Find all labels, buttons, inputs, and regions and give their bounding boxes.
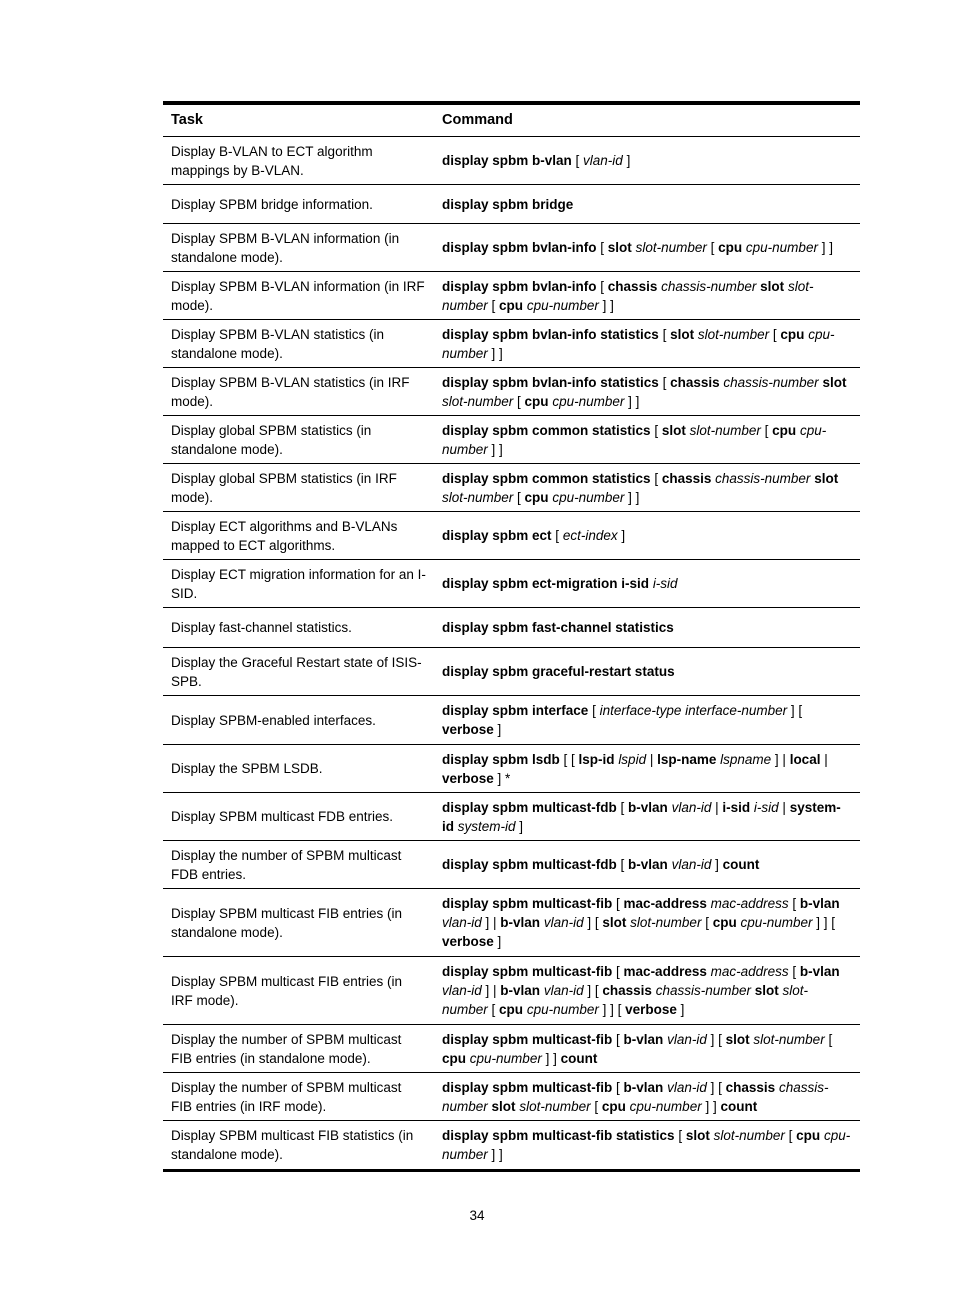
command-cell: [434, 745, 860, 793]
header-command: Command: [442, 112, 513, 128]
command-argument: chassis-number: [715, 470, 811, 486]
command-cell: [434, 957, 860, 1025]
command-cell: [434, 841, 860, 889]
command-argument: mac-address: [710, 964, 789, 979]
command-argument: slot-number: [442, 393, 514, 409]
command-syntax: [: [513, 393, 525, 409]
task-cell: Display SPBM multicast FIB entries (in standalone mode).: [171, 905, 403, 940]
task-cell: Display SPBM-enabled interfaces.: [171, 712, 376, 728]
table-row: [163, 224, 860, 272]
command-syntax: ] ]: [817, 240, 833, 255]
command-keyword: chassis: [670, 374, 720, 390]
table-row: [163, 608, 860, 648]
command-keyword: cpu: [499, 297, 524, 313]
command-cell: [434, 416, 860, 464]
command-argument: cpu-number: [442, 1128, 851, 1162]
command-syntax: |: [711, 799, 723, 815]
task-cell: Display B-VLAN to ECT algorithm mappings by B-VLAN.: [171, 143, 373, 178]
command-argument: slot-number: [635, 240, 707, 255]
command-keyword: count: [722, 857, 760, 872]
command-keyword: slot: [814, 470, 839, 486]
command-keyword: slot: [754, 983, 779, 998]
command-cell: [434, 464, 860, 512]
command-argument: cpu-number: [442, 326, 835, 361]
command-argument: vlan-id: [543, 915, 584, 930]
command-table: [163, 101, 860, 1172]
command-cell: [434, 185, 860, 224]
command-keyword: display spbm b-vlan: [442, 153, 572, 168]
command-argument: cpu-number: [442, 422, 827, 457]
command-syntax: ] ]: [487, 345, 503, 361]
command-syntax: ] |: [481, 915, 501, 930]
command-keyword: slot: [822, 374, 847, 390]
command-keyword: display spbm multicast-fib: [442, 1079, 613, 1095]
page-number: 34: [469, 1208, 485, 1223]
command-syntax: ] |: [771, 751, 790, 767]
command-argument: interface-type interface-number: [599, 703, 788, 718]
command-argument: system-id: [457, 818, 516, 834]
command-keyword: slot: [602, 915, 627, 930]
command-argument: vlan-id: [442, 915, 482, 930]
command-syntax: [: [612, 896, 624, 911]
task-cell: Display SPBM B-VLAN statistics (in standalone mode).: [171, 326, 385, 361]
command-argument: i-sid: [652, 576, 678, 591]
command-syntax: |: [646, 751, 658, 767]
command-argument: cpu-number: [552, 489, 625, 505]
command-keyword: display spbm common statistics: [442, 470, 651, 486]
table-row: [163, 368, 860, 416]
command-keyword: slot: [491, 1098, 516, 1114]
table-row: [163, 320, 860, 368]
command-argument: slot-number: [697, 326, 770, 342]
command-cell: [434, 272, 860, 320]
task-cell: Display the Graceful Restart state of ISIS-SPB.: [171, 654, 422, 689]
command-syntax: ] ]: [598, 297, 614, 313]
table-row: [163, 137, 860, 185]
command-keyword: slot: [661, 422, 686, 438]
command-keyword: b-vlan: [799, 964, 840, 979]
command-keyword: cpu: [442, 1050, 467, 1066]
command-argument: chassis-number: [655, 983, 751, 998]
command-syntax: [: [784, 1128, 797, 1143]
command-keyword: display spbm multicast-fdb: [442, 857, 617, 872]
command-keyword: lsp-name: [657, 751, 717, 767]
task-cell: Display SPBM multicast FIB statistics (in standalone mode).: [171, 1128, 414, 1162]
command-syntax: ] ]: [487, 1147, 503, 1162]
command-argument: lspname: [720, 751, 772, 767]
command-argument: ect-index: [562, 528, 618, 543]
command-cell: [434, 1121, 860, 1171]
table-row: [163, 889, 860, 957]
task-cell: Display SPBM bridge information.: [171, 196, 373, 212]
table-row: [163, 464, 860, 512]
table-row: [163, 793, 860, 841]
command-argument: slot-number: [519, 1098, 591, 1114]
table-row: [163, 1025, 860, 1073]
command-argument: vlan-id: [442, 983, 482, 998]
command-keyword: cpu: [601, 1098, 626, 1114]
command-keyword: slot: [725, 1031, 750, 1047]
command-syntax: [: [824, 1031, 833, 1047]
command-syntax: [: [701, 915, 713, 930]
command-argument: slot-number: [442, 278, 814, 313]
command-syntax: ] [: [706, 1031, 726, 1047]
command-syntax: [: [788, 964, 800, 979]
command-keyword: i-sid: [722, 799, 751, 815]
command-syntax: ] ]: [541, 1050, 561, 1066]
command-syntax: ] ] [: [598, 1002, 626, 1017]
command-keyword: display spbm bvlan-info: [442, 278, 597, 294]
task-cell: Display SPBM B-VLAN information (in standalone mode).: [171, 230, 400, 265]
command-cell: [434, 1073, 860, 1121]
command-keyword: local: [789, 751, 821, 767]
command-syntax: [: [487, 297, 500, 313]
command-keyword: b-vlan: [623, 1031, 664, 1047]
table-row: [163, 841, 860, 889]
command-syntax: [: [612, 1079, 624, 1095]
task-cell: Display SPBM multicast FDB entries.: [171, 809, 394, 824]
command-cell: [434, 889, 860, 957]
command-keyword: display spbm ect: [442, 528, 552, 543]
command-keyword: slot: [607, 240, 632, 255]
command-keyword: verbose: [442, 934, 494, 949]
command-argument: i-sid: [753, 799, 779, 815]
command-syntax: ] |: [481, 983, 501, 998]
command-keyword: b-vlan: [500, 983, 541, 998]
command-syntax: ] [: [706, 1079, 726, 1095]
command-cell: [434, 648, 860, 696]
table-row: [163, 648, 860, 696]
command-keyword: count: [560, 1050, 598, 1066]
command-syntax: [: [513, 489, 525, 505]
command-syntax: [: [674, 1128, 686, 1143]
header-task: Task: [171, 112, 203, 128]
command-cell: [434, 608, 860, 648]
command-keyword: display spbm bridge: [442, 196, 574, 212]
command-syntax: [: [769, 326, 781, 342]
command-cell: [434, 512, 860, 560]
command-argument: slot-number: [689, 422, 761, 438]
command-keyword: verbose: [442, 722, 494, 737]
command-keyword: b-vlan: [628, 857, 668, 872]
command-keyword: display spbm lsdb: [442, 751, 560, 767]
table-body: [163, 137, 860, 1171]
command-keyword: display spbm multicast-fib: [442, 1031, 613, 1047]
command-keyword: mac-address: [623, 896, 707, 911]
command-syntax: ] ]: [624, 393, 640, 409]
command-argument: mac-address: [710, 896, 789, 911]
command-cell: [434, 793, 860, 841]
task-cell: Display ECT migration information for an I-SID.: [171, 566, 426, 601]
command-keyword: cpu: [718, 240, 743, 255]
command-keyword: slot: [670, 326, 695, 342]
command-argument: cpu-number: [526, 1002, 599, 1017]
command-keyword: lsp-id: [578, 751, 615, 767]
command-keyword: verbose: [442, 770, 494, 786]
command-syntax: [: [760, 422, 773, 438]
command-syntax: ] ]: [487, 441, 503, 457]
command-cell: [434, 137, 860, 185]
command-keyword: cpu: [780, 326, 805, 342]
command-argument: cpu-number: [745, 240, 818, 255]
command-argument: lspid: [618, 751, 647, 767]
command-syntax: [: [616, 799, 629, 815]
table-row: [163, 512, 860, 560]
command-syntax: [: [487, 1002, 500, 1017]
command-keyword: count: [720, 1098, 758, 1114]
command-keyword: cpu: [712, 915, 737, 930]
command-argument: cpu-number: [526, 297, 599, 313]
command-keyword: display spbm multicast-fib: [442, 964, 613, 979]
command-syntax: ] ]: [624, 489, 640, 505]
table-row: [163, 1121, 860, 1171]
command-keyword: display spbm bvlan-info: [442, 240, 597, 255]
command-syntax: ] ]: [701, 1098, 721, 1114]
command-keyword: cpu: [524, 489, 549, 505]
command-syntax: ]: [711, 857, 723, 872]
command-syntax: [: [706, 240, 719, 255]
command-syntax: ] [: [583, 983, 603, 998]
command-argument: cpu-number: [552, 393, 625, 409]
command-keyword: chassis: [607, 278, 658, 294]
command-keyword: chassis: [661, 470, 712, 486]
task-cell: Display the number of SPBM multicast FDB entries.: [171, 847, 402, 882]
command-keyword: cpu: [772, 422, 797, 438]
table-row: [163, 272, 860, 320]
command-keyword: b-vlan: [500, 915, 541, 930]
command-syntax: [: [650, 422, 662, 438]
command-syntax: [: [658, 374, 671, 390]
command-keyword: display spbm bvlan-info statistics: [442, 326, 659, 342]
table-row: [163, 957, 860, 1025]
command-cell: [434, 224, 860, 272]
task-cell: Display fast-channel statistics.: [171, 620, 352, 635]
task-cell: Display global SPBM statistics (in standalone mode).: [171, 422, 372, 457]
command-keyword: display spbm common statistics: [442, 422, 651, 438]
task-cell: Display SPBM B-VLAN statistics (in IRF mode).: [171, 374, 410, 409]
command-keyword: display spbm multicast-fib: [442, 896, 613, 911]
command-keyword: chassis: [602, 983, 652, 998]
command-syntax: [ [: [559, 751, 579, 767]
command-keyword: b-vlan: [628, 799, 668, 815]
command-cell: [434, 1025, 860, 1073]
command-syntax: [: [612, 1031, 624, 1047]
command-keyword: cpu: [499, 1002, 524, 1017]
command-keyword: display spbm ect-migration i-sid: [442, 576, 650, 591]
command-argument: slot-number: [442, 489, 514, 505]
command-keyword: system-id: [442, 799, 841, 834]
command-syntax: ]: [617, 528, 626, 543]
table-row: [163, 696, 860, 745]
command-keyword: cpu: [796, 1128, 821, 1143]
command-syntax: ] ] [: [812, 915, 836, 930]
table-row: [163, 1073, 860, 1121]
command-argument: vlan-id: [671, 799, 712, 815]
table-header-row: [163, 103, 860, 137]
command-argument: vlan-id: [667, 1031, 707, 1047]
table-row: [163, 745, 860, 793]
command-syntax: ]: [515, 818, 524, 834]
command-keyword: display spbm graceful-restart status: [442, 664, 675, 679]
command-syntax: ]: [493, 934, 502, 949]
command-keyword: cpu: [524, 393, 549, 409]
command-syntax: [: [650, 470, 662, 486]
task-cell: Display the number of SPBM multicast FIB entries (in standalone mode).: [171, 1031, 402, 1066]
command-argument: cpu-number: [740, 915, 813, 930]
task-cell: Display global SPBM statistics (in IRF mode).: [171, 470, 397, 505]
command-cell: [434, 696, 860, 745]
command-syntax: [: [658, 326, 671, 342]
command-cell: [434, 368, 860, 416]
command-keyword: display spbm interface: [442, 703, 589, 718]
table-row: [163, 560, 860, 608]
command-syntax: [: [571, 153, 584, 168]
task-cell: Display the number of SPBM multicast FIB entries (in IRF mode).: [171, 1079, 402, 1114]
command-syntax: [: [596, 240, 608, 255]
command-keyword: b-vlan: [623, 1079, 664, 1095]
command-syntax: ] *: [493, 770, 511, 786]
command-syntax: ]: [676, 1002, 685, 1017]
command-argument: vlan-id: [671, 857, 712, 872]
command-argument: vlan-id: [543, 983, 584, 998]
command-argument: slot-number: [442, 983, 809, 1017]
command-argument: vlan-id: [583, 153, 623, 168]
task-cell: Display SPBM B-VLAN information (in IRF mode).: [171, 278, 425, 313]
command-syntax: [: [590, 1098, 602, 1114]
command-argument: slot-number: [753, 1031, 825, 1047]
command-syntax: [: [788, 896, 800, 911]
command-cell: [434, 560, 860, 608]
table-row: [163, 185, 860, 224]
table-row: [163, 416, 860, 464]
command-keyword: mac-address: [623, 964, 707, 979]
task-cell: Display the SPBM LSDB.: [171, 761, 323, 776]
command-syntax: [: [596, 278, 608, 294]
command-argument: cpu-number: [469, 1050, 542, 1066]
task-cell: Display SPBM multicast FIB entries (in IRF mode).: [171, 973, 403, 1008]
command-syntax: [: [551, 528, 563, 543]
command-syntax: ]: [493, 722, 502, 737]
command-argument: cpu-number: [629, 1098, 702, 1114]
command-syntax: |: [820, 751, 828, 767]
command-argument: chassis-number: [723, 374, 819, 390]
command-cell: [434, 320, 860, 368]
command-keyword: display spbm bvlan-info statistics: [442, 374, 659, 390]
command-syntax: [: [616, 857, 629, 872]
command-keyword: chassis: [725, 1079, 776, 1095]
command-keyword: slot: [760, 278, 785, 294]
command-keyword: display spbm fast-channel statistics: [442, 620, 674, 635]
task-cell: Display ECT algorithms and B-VLANs mapped to ECT algorithms.: [171, 518, 398, 553]
command-argument: chassis-number: [661, 278, 757, 294]
command-argument: slot-number: [630, 915, 702, 930]
command-argument: vlan-id: [667, 1079, 707, 1095]
command-keyword: slot: [685, 1128, 710, 1143]
command-syntax: ] [: [583, 915, 603, 930]
command-keyword: display spbm multicast-fdb: [442, 799, 617, 815]
command-syntax: [: [612, 964, 624, 979]
command-keyword: display spbm multicast-fib statistics: [442, 1128, 675, 1143]
command-argument: chassis-number: [442, 1079, 829, 1114]
command-keyword: b-vlan: [799, 896, 840, 911]
command-argument: slot-number: [713, 1128, 785, 1143]
command-syntax: |: [778, 799, 790, 815]
command-keyword: verbose: [625, 1002, 677, 1017]
command-syntax: [: [588, 703, 600, 718]
command-syntax: ]: [622, 153, 631, 168]
command-syntax: ] [: [787, 703, 803, 718]
